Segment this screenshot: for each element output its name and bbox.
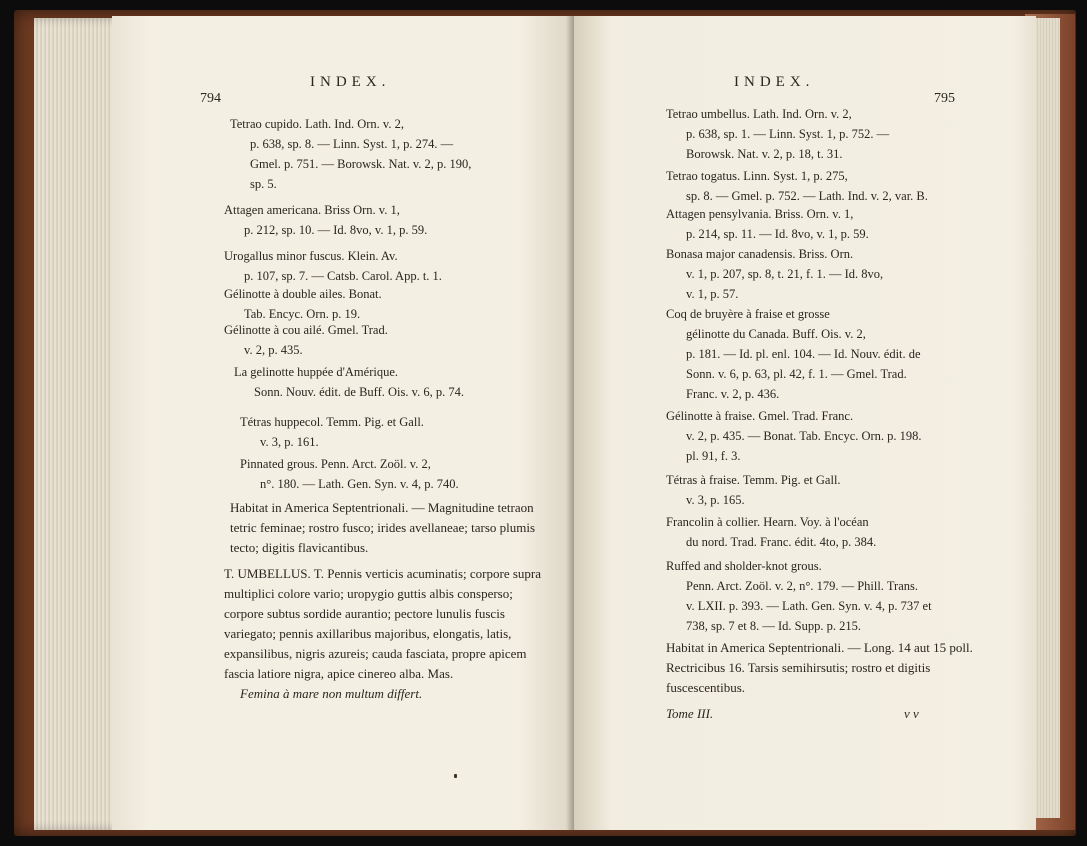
right-entry-7 <box>666 470 841 510</box>
entry-line: v. 3, p. 165. <box>686 493 745 507</box>
entry-line: p. 181. — Id. pl. enl. 104. — Id. Nouv. édit. de <box>686 347 921 361</box>
entry-line: v. 1, p. 57. <box>686 287 739 301</box>
entry-line: 738, sp. 7 et 8. — Id. Supp. p. 215. <box>686 619 861 633</box>
right-entry-9 <box>666 556 932 636</box>
left-page <box>112 16 574 830</box>
entry-line: p. 638, sp. 8. — Linn. Syst. 1, p. 274. — <box>250 137 454 151</box>
entry-line: Sonn. Nouv. édit. de Buff. Ois. v. 6, p. 74. <box>254 385 464 399</box>
left-entry-4 <box>224 284 382 324</box>
entry-line: v. 3, p. 161. <box>260 435 319 449</box>
left-entry-7 <box>240 412 424 452</box>
ink-speck <box>454 774 457 778</box>
left-running-header: INDEX. <box>310 74 391 90</box>
entry-line: Tetrao umbellus. Lath. Ind. Orn. v. 2, <box>666 107 852 121</box>
signature-mark: v v <box>904 706 919 721</box>
entry-line: Attagen americana. Briss Orn. v. 1, <box>224 203 400 217</box>
entry-line: Bonasa major canadensis. Briss. Orn. <box>666 247 854 261</box>
right-entry-5 <box>666 304 921 404</box>
species-description: T. UMBELLUS. T. Pennis verticis acuminatis; corpore supra multiplici colore vario; uropygio guttis albis consperso; corpore subtus sordide aurantio; pectore lunulis fuscis variegato; pennis axillaribus majoribus, elongatis, latis, expansilibus, nigris azureis; cauda fasciata, propre apicem fascia latiore nigra, apice cinereo alba. Mas. <box>224 566 541 681</box>
right-entry-4 <box>666 244 883 304</box>
entry-line: pl. 91, f. 3. <box>686 449 741 463</box>
entry-line: p. 214, sp. 11. — Id. 8vo, v. 1, p. 59. <box>686 227 869 241</box>
entry-line: Tab. Encyc. Orn. p. 19. <box>244 307 361 321</box>
entry-line: Urogallus minor fuscus. Klein. Av. <box>224 249 398 263</box>
entry-line: Tétras à fraise. Temm. Pig. et Gall. <box>666 473 841 487</box>
left-habitat-note: Habitat in America Septentrionali. — Magnitudine tetraon tetric feminae; rostro fusco; irides avellaneae; tarso plumis tecto; digitis flavicantibus. <box>230 500 536 555</box>
right-entry-1 <box>666 104 889 164</box>
right-entry-3 <box>666 204 869 244</box>
entry-line: sp. 5. <box>250 177 277 191</box>
entry-line: Gélinotte à fraise. Gmel. Trad. Franc. <box>666 409 854 423</box>
right-entry-8 <box>666 512 876 552</box>
entry-line: La gelinotte huppée d'Amérique. <box>234 365 399 379</box>
entry-line: Borowsk. Nat. v. 2, p. 18, t. 31. <box>686 147 843 161</box>
right-entry-2 <box>666 166 928 206</box>
right-habitat-note: Habitat in America Septentrionali. — Long. 14 aut 15 poll. Rectricibus 16. Tarsis semihirsutis; rostro et digitis fuscescentibus. <box>666 640 973 695</box>
left-entry-1 <box>230 114 471 194</box>
left-entry-8 <box>240 454 459 494</box>
entry-line: Pinnated grous. Penn. Arct. Zoöl. v. 2, <box>240 457 431 471</box>
left-entry-2 <box>224 200 427 240</box>
entry-line: Gmel. p. 751. — Borowsk. Nat. v. 2, p. 190, <box>250 157 472 171</box>
entry-line: Sonn. v. 6, p. 63, pl. 42, f. 1. — Gmel. Trad. <box>686 367 907 381</box>
left-page-number: 794 <box>200 91 221 106</box>
entry-line: Gélinotte à cou ailé. Gmel. Trad. <box>224 323 388 337</box>
entry-line: Ruffed and sholder-knot grous. <box>666 559 822 573</box>
left-entry-5 <box>224 320 388 360</box>
entry-line: gélinotte du Canada. Buff. Ois. v. 2, <box>686 327 866 341</box>
entry-line: p. 638, sp. 1. — Linn. Syst. 1, p. 752. — <box>686 127 890 141</box>
entry-line: p. 107, sp. 7. — Catsb. Carol. App. t. 1. <box>244 269 442 283</box>
entry-line: v. LXII. p. 393. — Lath. Gen. Syn. v. 4, p. 737 et <box>686 599 932 613</box>
entry-line: du nord. Trad. Franc. édit. 4to, p. 384. <box>686 535 877 549</box>
entry-line: Tetrao togatus. Linn. Syst. 1, p. 275, <box>666 169 848 183</box>
entry-line: v. 1, p. 207, sp. 8, t. 21, f. 1. — Id. 8vo, <box>686 267 884 281</box>
right-page <box>574 16 1036 830</box>
right-running-header: INDEX. <box>734 74 815 90</box>
entry-line: Coq de bruyère à fraise et grosse <box>666 307 830 321</box>
left-footnote: Femina à mare non multum differt. <box>240 686 423 701</box>
entry-line: Tetrao cupido. Lath. Ind. Orn. v. 2, <box>230 117 404 131</box>
left-entry-3 <box>224 246 442 286</box>
entry-line: Franc. v. 2, p. 436. <box>686 387 780 401</box>
right-page-number: 795 <box>934 91 955 106</box>
entry-line: v. 2, p. 435. <box>244 343 303 357</box>
entry-line: v. 2, p. 435. — Bonat. Tab. Encyc. Orn. p. 198. <box>686 429 922 443</box>
entry-line: Gélinotte à double ailes. Bonat. <box>224 287 382 301</box>
left-entry-6 <box>234 362 464 402</box>
signature-tome: Tome III. <box>666 706 714 721</box>
entry-line: Penn. Arct. Zoöl. v. 2, n°. 179. — Phill. Trans. <box>686 579 918 593</box>
entry-line: Tétras huppecol. Temm. Pig. et Gall. <box>240 415 424 429</box>
entry-line: Francolin à collier. Hearn. Voy. à l'océan <box>666 515 869 529</box>
entry-line: p. 212, sp. 10. — Id. 8vo, v. 1, p. 59. <box>244 223 428 237</box>
right-entry-6 <box>666 406 922 466</box>
entry-line: Attagen pensylvania. Briss. Orn. v. 1, <box>666 207 854 221</box>
entry-line: n°. 180. — Lath. Gen. Syn. v. 4, p. 740. <box>260 477 459 491</box>
page-block-right <box>1032 18 1060 818</box>
entry-line: sp. 8. — Gmel. p. 752. — Lath. Ind. v. 2, var. B. <box>686 189 928 203</box>
